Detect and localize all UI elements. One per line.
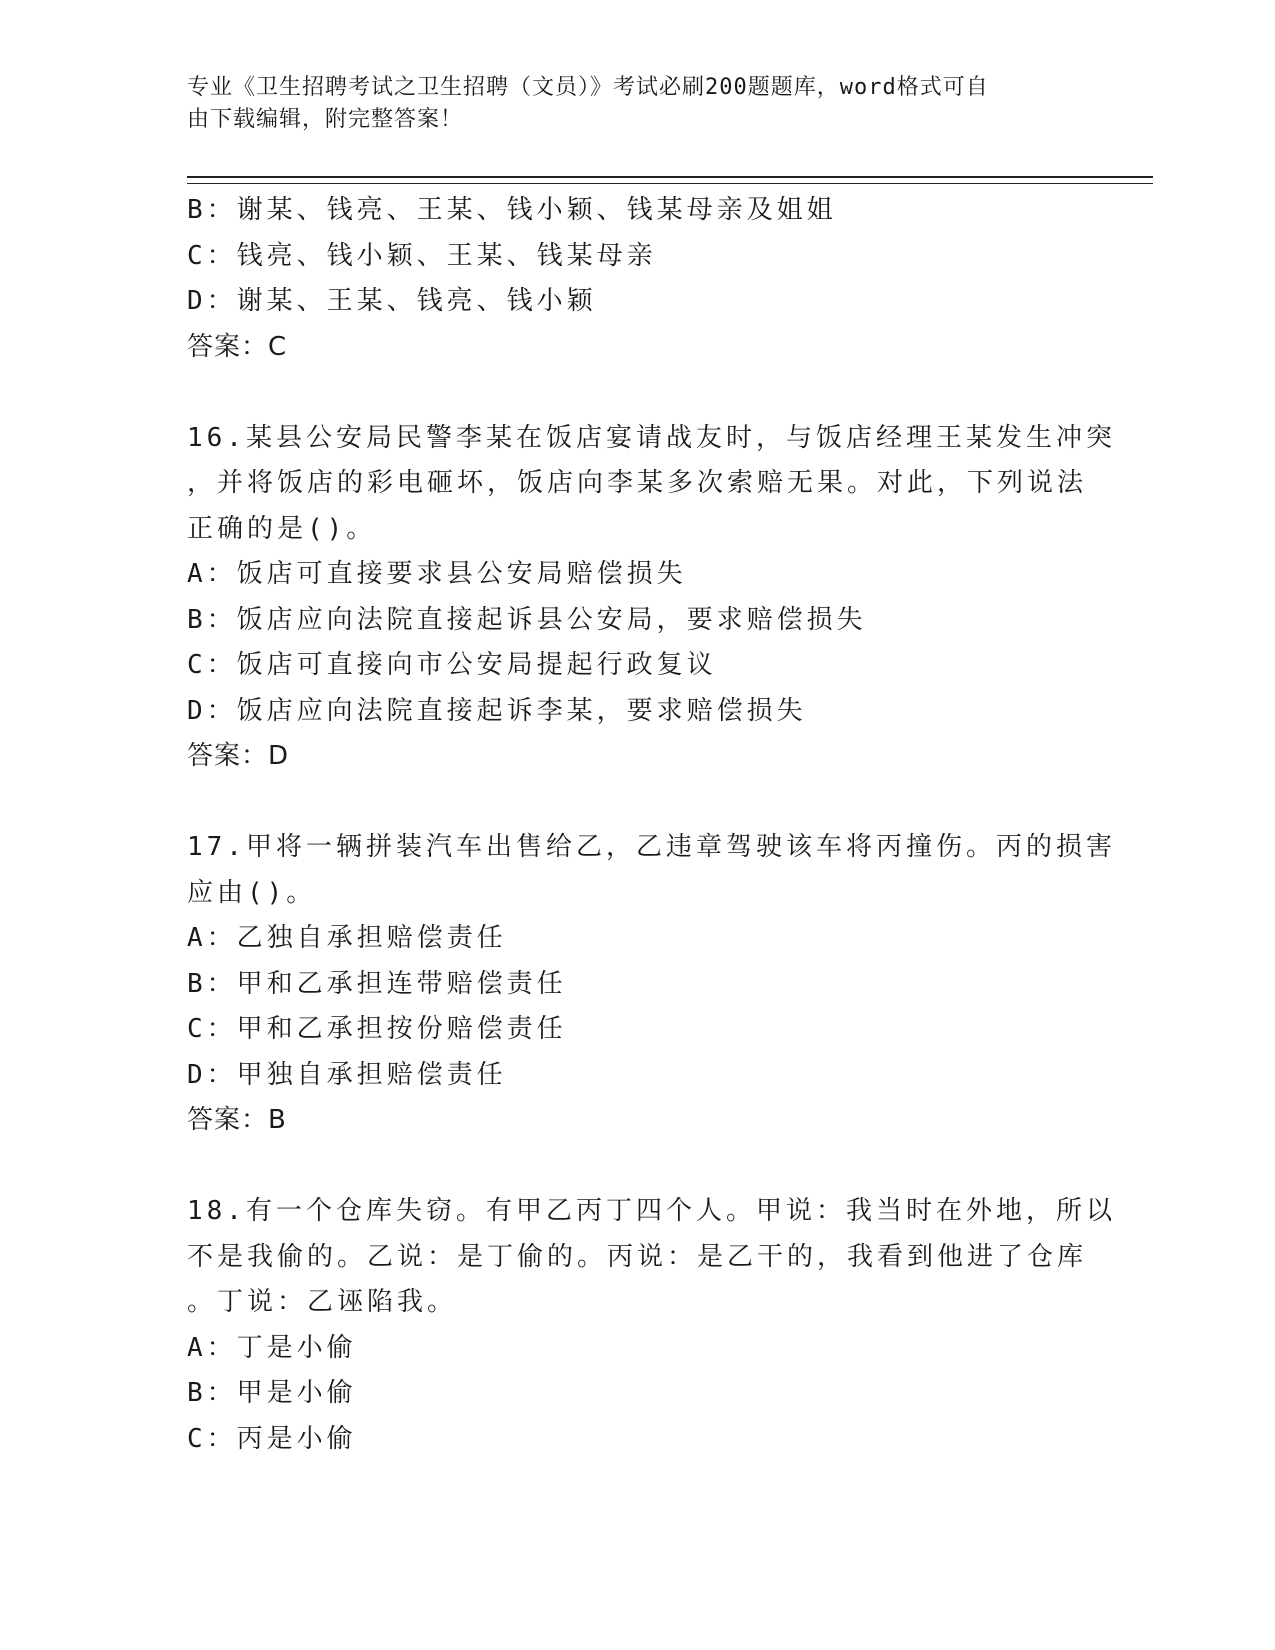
question-prev [187, 188, 1087, 370]
option-d: D：谢某、王某、钱亮、钱小颖 [187, 286, 597, 316]
question-17 [187, 825, 1116, 1144]
header-line-2: 由下载编辑，附完整答案！ [187, 107, 464, 132]
spacer [187, 1144, 1087, 1190]
answer-line: 答案：B [187, 1105, 287, 1135]
option-c: C：甲和乙承担按份赔偿责任 [187, 1014, 567, 1044]
option-d: D：饭店应向法院直接起诉李某，要求赔偿损失 [187, 695, 807, 726]
option-a: A：丁是小偷 [187, 1332, 357, 1363]
option-b: B：甲和乙承担连带赔偿责任 [187, 968, 567, 999]
document-body [187, 188, 1116, 1462]
option-c: C：钱亮、钱小颖、王某、钱某母亲 [187, 240, 657, 271]
header-divider-thin [187, 183, 1153, 184]
header-line-1: 专业《卫生招聘考试之卫生招聘（文员）》考试必刷200题题库，word格式可自 [187, 75, 989, 100]
question-text: ，并将饭店的彩电砸坏，饭店向李某多次索赔无果。对此，下列说法 [187, 468, 1088, 498]
document-header [187, 72, 1067, 136]
option-d: D：甲独自承担赔偿责任 [187, 1059, 507, 1090]
question-text: 应由()。 [187, 877, 317, 908]
question-text: 不是我偷的。乙说：是丁偷的。丙说：是乙干的，我看到他进了仓库 [187, 1241, 1088, 1272]
question-text: 18.有一个仓库失窃。有甲乙丙丁四个人。甲说：我当时在外地，所以 [187, 1196, 1116, 1226]
spacer [187, 780, 1087, 826]
option-c: C：饭店可直接向市公安局提起行政复议 [187, 650, 717, 680]
answer-line: 答案：D [187, 741, 290, 771]
option-b: B：谢某、钱亮、王某、钱小颖、钱某母亲及姐姐 [187, 195, 837, 225]
option-a: A：乙独自承担赔偿责任 [187, 923, 507, 953]
question-18 [187, 1189, 1116, 1462]
option-a: A：饭店可直接要求县公安局赔偿损失 [187, 559, 687, 589]
question-text: 正确的是()。 [187, 513, 377, 544]
option-b: B：甲是小偷 [187, 1378, 357, 1408]
question-text: 17.甲将一辆拼装汽车出售给乙，乙违章驾驶该车将丙撞伤。丙的损害 [187, 832, 1116, 862]
header-divider-thick [187, 176, 1153, 178]
answer-line: 答案：C [187, 331, 288, 362]
question-text: 。丁说：乙诬陷我。 [187, 1287, 458, 1317]
question-16 [187, 416, 1116, 780]
option-c: C：丙是小偷 [187, 1423, 357, 1454]
spacer [187, 370, 1087, 416]
option-b: B：饭店应向法院直接起诉县公安局，要求赔偿损失 [187, 604, 867, 635]
question-text: 16.某县公安局民警李某在饭店宴请战友时，与饭店经理王某发生冲突 [187, 422, 1116, 453]
